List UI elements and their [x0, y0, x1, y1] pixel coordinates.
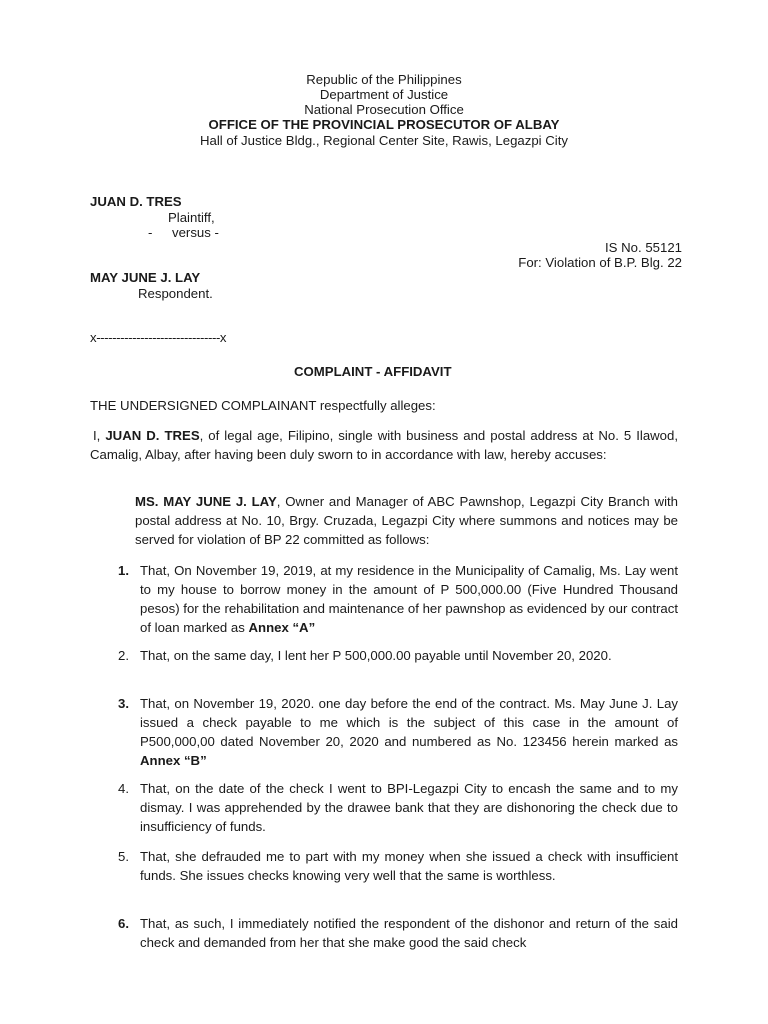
allegation-number: 6.	[118, 916, 129, 931]
allegation-text: That, she defrauded me to part with my money when she issued a check with insufficient funds. She issues checks knowing very well that the same is worthless.	[140, 849, 678, 883]
annex-b: Annex “B”	[140, 753, 207, 768]
header-address: Hall of Justice Bldg., Regional Center Site, Rawis, Legazpi City	[200, 133, 568, 148]
header-department: Department of Justice	[319, 87, 449, 102]
intro-text: THE UNDERSIGNED COMPLAINANT respectfully alleges:	[90, 398, 436, 413]
complainant-name: JUAN D. TRES	[105, 428, 200, 443]
allegation-text: That, On November 19, 2019, at my residence in the Municipality of Camalig, Ms. Lay went to my house to borrow money in the amount of P 500,000.00 (Five Hundred Thousand pesos) for the rehabilitation and maintenance of her pawnshop as evidenced by our contract of loan marked as Annex “A”	[140, 563, 678, 635]
case-number: IS No. 55121	[605, 240, 682, 255]
allegation-number: 5.	[118, 849, 129, 864]
versus-label: versus -	[172, 225, 219, 240]
plaintiff-name: JUAN D. TRES	[90, 194, 182, 209]
violation-label: For: Violation of B.P. Blg. 22	[518, 255, 682, 270]
header-prosecution-office: National Prosecution Office	[304, 102, 464, 117]
accused-paragraph	[135, 492, 678, 549]
allegation-number: 1.	[118, 563, 129, 578]
allegation-number: 3.	[118, 696, 129, 711]
accused-text: , Owner and Manager of ABC Pawnshop, Legazpi City Branch with postal address at No. 10, Brgy. Cruzada, Legazpi City where summons and notices may be served for violation of BP 22 committed as follows:	[135, 494, 678, 547]
accused-name: MS. MAY JUNE J. LAY	[135, 494, 277, 509]
allegation-text: That, as such, I immediately notified the respondent of the dishonor and return of the said check and demanded from her that she make good the said check	[140, 916, 678, 950]
allegation-number: 4.	[118, 781, 129, 796]
caption-separator: x-------------------------------x	[90, 330, 227, 345]
respondent-role: Respondent.	[138, 286, 213, 301]
allegation-text: That, on the date of the check I went to BPI-Legazpi City to encash the same and to my dismay. I was apprehended by the drawee bank that they are dishonoring the check due to insufficiency of funds.	[140, 781, 678, 834]
document-title: COMPLAINT - AFFIDAVIT	[294, 364, 452, 379]
allegation-text: That, on November 19, 2020. one day before the end of the contract. Ms. May June J. Lay issued a check payable to me which is the subject of this case in the amount of P500,000,00 dated November 20, 2020 and numbered as No. 123456 herein marked as Annex “B”	[140, 696, 678, 768]
complainant-paragraph	[90, 426, 678, 464]
versus-dash: -	[148, 225, 153, 240]
complainant-prefix: I,	[93, 428, 106, 443]
header-republic: Republic of the Philippines	[306, 72, 462, 87]
annex-a: Annex “A”	[248, 620, 316, 635]
allegation-number: 2.	[118, 648, 129, 663]
complainant-text: , of legal age, Filipino, single with business and postal address at No. 5 Ilawod, Camalig, Albay, after having been duly sworn to in accordance with law, hereby accuses:	[90, 428, 679, 462]
plaintiff-role: Plaintiff,	[168, 210, 215, 225]
header-office-title: OFFICE OF THE PROVINCIAL PROSECUTOR OF ALBAY	[208, 117, 560, 132]
respondent-name: MAY JUNE J. LAY	[90, 270, 201, 285]
allegation-text: That, on the same day, I lent her P 500,000.00 payable until November 20, 2020.	[140, 648, 612, 663]
